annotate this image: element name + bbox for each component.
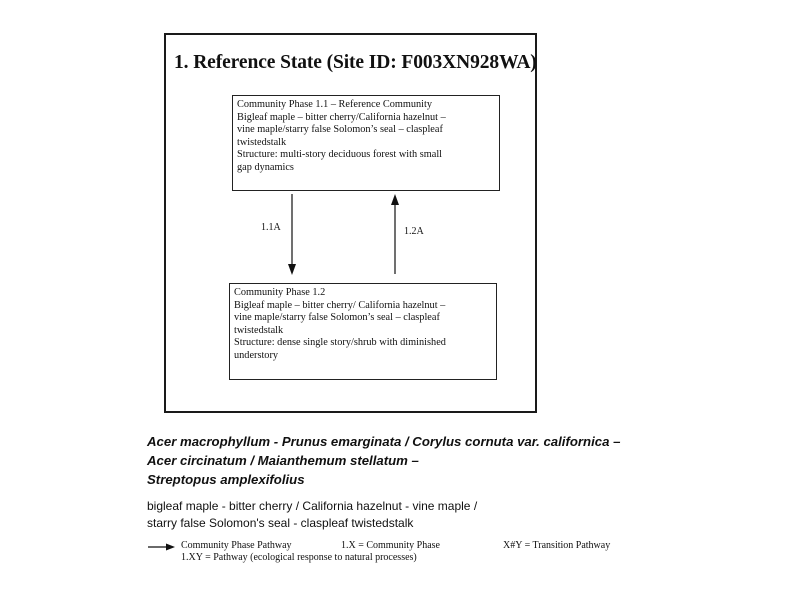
phase-line: vine maple/starry false Solomon’s seal – claspleaf bbox=[234, 312, 440, 324]
state-title: 1. Reference State (Site ID: F003XN928WA) bbox=[174, 52, 537, 73]
scientific-name-line: Acer macrophyllum - Prunus emarginata / Corylus cornuta var. californica – bbox=[147, 434, 621, 449]
common-name-line: starry false Solomon's seal - claspleaf twistedstalk bbox=[147, 516, 414, 530]
phase-line: Bigleaf maple – bitter cherry/ California hazelnut – bbox=[234, 299, 446, 311]
common-name bbox=[147, 498, 667, 532]
phase-line: Bigleaf maple – bitter cherry/California hazelnut – bbox=[237, 111, 446, 123]
community-phase-1-1-box bbox=[232, 95, 500, 191]
legend-phase-text: 1.X = Community Phase bbox=[341, 540, 440, 551]
phase-line: gap dynamics bbox=[237, 161, 294, 173]
phase-line: vine maple/starry false Solomon’s seal – claspleaf bbox=[237, 124, 443, 136]
scientific-name-line: Streptopus amplexifolius bbox=[147, 472, 305, 487]
legend bbox=[147, 540, 667, 564]
legend-xy-text: 1.XY = Pathway (ecological response to natural processes) bbox=[181, 552, 417, 563]
pathway-1-1a-label: 1.1A bbox=[261, 222, 281, 233]
legend-transition-text: X#Y = Transition Pathway bbox=[503, 540, 611, 551]
phase-line: Community Phase 1.2 bbox=[234, 287, 326, 298]
community-phase-1-2-box bbox=[229, 283, 497, 380]
scientific-name-line: Acer circinatum / Maianthemum stellatum – bbox=[147, 453, 419, 468]
phase-line: Structure: dense single story/shrub with diminished bbox=[234, 337, 446, 349]
phase-line: Community Phase 1.1 – Reference Community bbox=[237, 99, 433, 110]
phase-line: twistedstalk bbox=[237, 136, 287, 148]
scientific-name bbox=[147, 432, 667, 489]
phase-line: Structure: multi-story deciduous forest with small bbox=[237, 149, 443, 161]
pathway-1-2a-label: 1.2A bbox=[404, 226, 424, 237]
phase-line: twistedstalk bbox=[234, 324, 284, 336]
legend-pathway-text: Community Phase Pathway bbox=[181, 540, 292, 551]
common-name-line: bigleaf maple - bitter cherry / California hazelnut - vine maple / bbox=[147, 499, 478, 513]
phase-line: understory bbox=[234, 349, 279, 361]
